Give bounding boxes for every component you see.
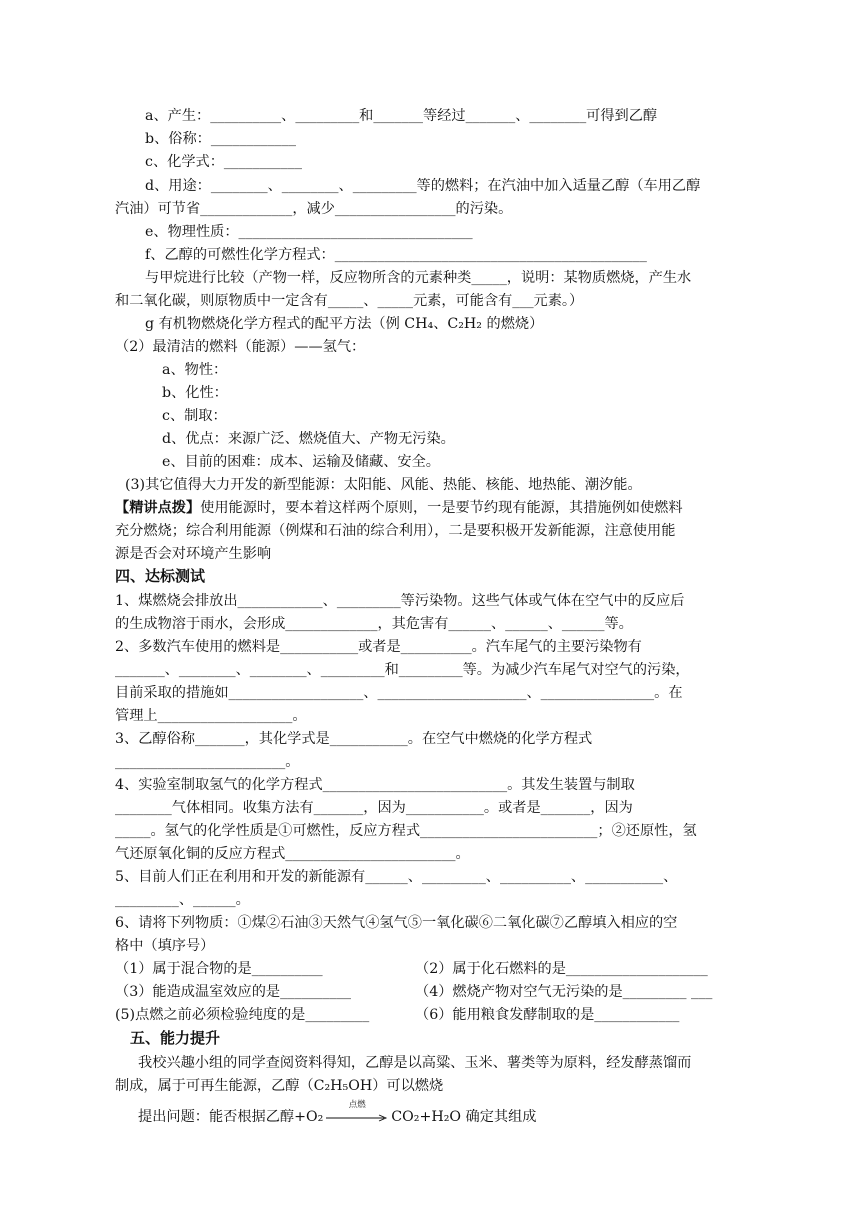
text-line: 2、多数汽车使用的燃料是___________或者是__________。汽车尾气的主要污染物有	[115, 639, 642, 655]
text-line: （6）能用粮食发酵制取的是____________	[415, 1007, 680, 1023]
arrow-icon	[326, 1114, 388, 1122]
text-line: ________________________。	[115, 754, 300, 770]
text-line: a、物性：	[162, 362, 228, 378]
section-heading: 五、能力提升	[130, 1029, 221, 1047]
text-line: _____。氢气的化学性质是①可燃性，反应方程式_________________________；②还原性，氢	[115, 823, 697, 839]
text-span: 提出问题：能否根据乙醇+O₂	[138, 1109, 324, 1125]
text-line: 目前采取的措施如___________________、_____________________、________________。在	[115, 685, 683, 701]
text-span: 使用能源时，要本着这样两个原则，一是要节约现有能源，其措施例如使燃料	[200, 500, 683, 516]
text-line: b、俗称：____________	[145, 131, 296, 147]
text-line: (3)其它值得大力开发的新型能源：太阳能、风能、热能、核能、地热能、潮汐能。	[125, 477, 642, 493]
text-line	[115, 497, 683, 519]
text-line: 和二氧化碳，则原物质中一定含有_____、_____元素，可能含有___元素。）	[115, 293, 584, 309]
text-line: f、乙醇的可燃性化学方程式：____________________________________________	[145, 247, 647, 263]
text-line: 6、请将下列物质：①煤②石油③天然气④氢气⑤一氧化碳⑥二氧化碳⑦乙醇填入相应的空	[115, 915, 678, 931]
text-line: 管理上___________________。	[115, 708, 307, 724]
text-line: 4、实验室制取氢气的化学方程式__________________________。其发生装置与制取	[115, 777, 635, 793]
text-line: 源是否会对环境产生影响	[115, 546, 272, 562]
text-line: （4）燃烧产物对空气无污染的是_________ ___	[415, 984, 713, 1000]
text-line: 5、目前人们正在利用和开发的新能源有______、_________、__________、___________、	[115, 869, 678, 885]
text-line: ________气体相同。收集方法有_______，因为___________。或者是_______，因为	[115, 800, 633, 816]
text-line: (5)点燃之前必须检验纯度的是_________	[115, 1007, 370, 1023]
text-line: 的生成物溶于雨水，会形成_____________，其危害有______、______、______等。	[115, 616, 633, 632]
text-line: 气还原氧化铜的反应方程式________________________。	[115, 846, 470, 862]
text-line: 制成，属于可再生能源，乙醇（C₂H₅OH）可以燃烧	[115, 1078, 444, 1094]
text-line: c、化学式：___________	[145, 154, 302, 170]
text-line: （3）能造成温室效应的是__________	[115, 984, 352, 1000]
text-line: 3、乙醇俗称_______，其化学式是___________。在空气中燃烧的化学方程式	[115, 731, 593, 747]
text-line: 格中（填序号）	[115, 938, 215, 954]
text-line: d、优点：来源广泛、燃烧值大、产物无污染。	[162, 431, 455, 447]
reaction-condition: 点燃	[348, 1100, 366, 1110]
text-line: g 有机物燃烧化学方程式的配平方法（例 CH₄、C₂H₂ 的燃烧）	[145, 316, 544, 332]
text-line: _______、________、________、_________和_________等。为减少汽车尾气对空气的污染，	[115, 662, 690, 678]
text-line: 充分燃烧；综合利用能源（例煤和石油的综合利用），二是要积极开发新能源，注意使用能	[115, 523, 676, 539]
bold-label: 【精讲点拨】	[115, 500, 201, 516]
text-line: _________、______。	[115, 892, 250, 908]
text-line: 1、煤燃烧会排放出____________、_________等污染物。这些气体或气体在空气中的反应后	[115, 593, 685, 609]
text-line	[138, 1100, 537, 1128]
section-heading: 四、达标测试	[115, 567, 206, 585]
text-line: （1）属于混合物的是__________	[115, 961, 323, 977]
text-line: b、化性：	[162, 385, 228, 401]
reaction-arrow	[326, 1100, 388, 1123]
text-line: 汽油）可节省_____________，减少_________________的污染。	[115, 201, 513, 217]
text-line: e、物理性质：_________________________________	[145, 224, 473, 240]
text-line: （2）属于化石燃料的是____________________	[415, 961, 708, 977]
text-line: 我校兴趣小组的同学查阅资料得知，乙醇是以高粱、玉米、薯类等为原料，经发酵蒸馏而	[138, 1055, 692, 1071]
text-line: a、产生：__________、_________和_______等经过_______、________可得到乙醇	[145, 108, 658, 124]
text-line: （2）最清洁的燃料（能源）——氢气：	[115, 339, 366, 355]
text-line: c、制取：	[162, 408, 227, 424]
text-span: CO₂+H₂O 确定其组成	[391, 1109, 537, 1125]
text-line: e、目前的困难：成本、运输及储藏、安全。	[162, 454, 440, 470]
text-line: d、用途：________、________、_________等的燃料；在汽油中加入适量乙醇（车用乙醇	[145, 178, 701, 194]
text-line: 与甲烷进行比较（产物一样，反应物所含的元素种类_____，说明：某物质燃烧，产生水	[145, 270, 692, 286]
